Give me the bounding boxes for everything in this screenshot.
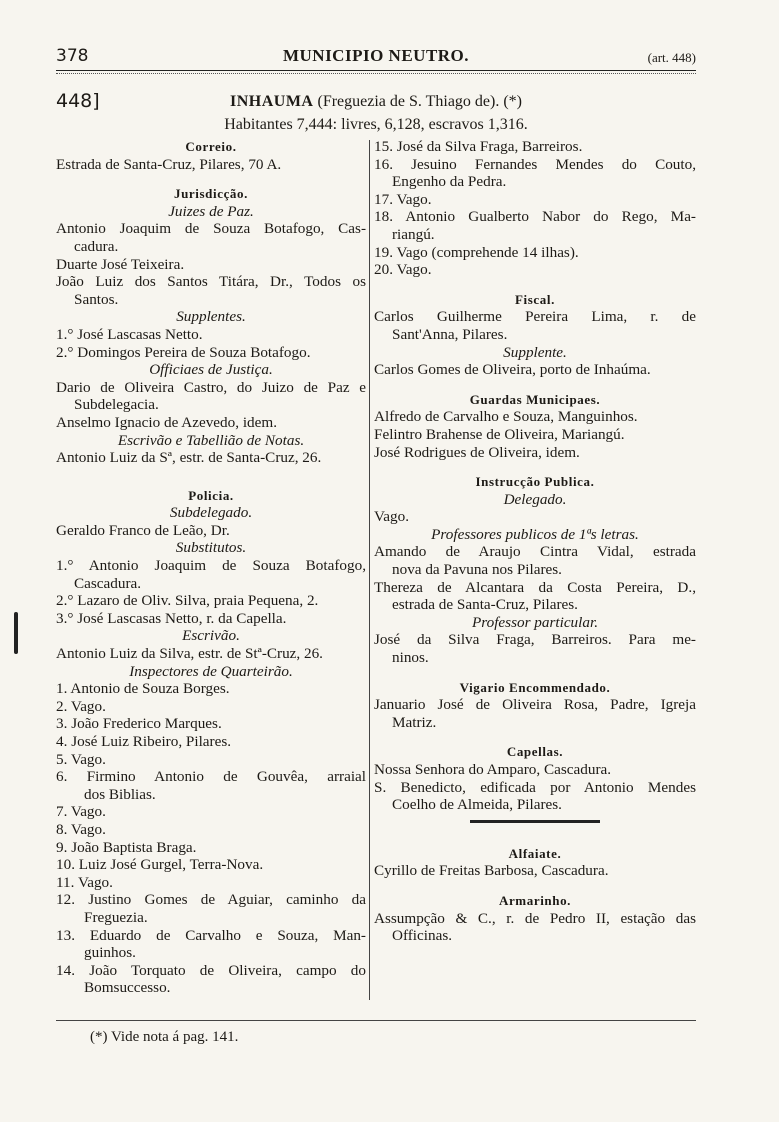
entry-continuation: cadura. [74,237,119,255]
spacer [374,379,696,391]
page-number: 378 [56,46,89,66]
entry-line: 4. José Luiz Ribeiro, Pilares. [56,733,232,750]
footnote-rule [56,1020,696,1021]
entry-line: 19. Vago (comprehende 14 ilhas). [374,243,579,261]
subsection-heading: Escrivão. [182,627,240,645]
section-heading: Fiscal. [515,291,555,307]
entry-line: 6. Firmino Antonio de Gouvêa, arraial [56,768,366,786]
entry-line: 2. Vago. [56,697,106,715]
entry-line: 17. Vago. [374,190,432,208]
entry-line: 8. Vago. [56,820,106,838]
entry-line: Vago. [374,508,410,526]
footnote: (*) Vide nota á pag. 141. [90,1029,239,1045]
article-number: 448] [56,90,100,112]
entry-continuation: dos Biblias. [84,785,156,803]
entry-continuation: Cascadura. [74,574,142,592]
entry-continuation: ninos. [392,649,429,667]
spacer [374,461,696,473]
entry-line: S. Benedicto, edificada por Antonio Mendes [374,778,696,796]
spacer [374,279,696,291]
entry-line: 18. Antonio Gualberto Nabor do Rego, Ma- [374,208,696,226]
entry-continuation: Subdelegacia. [74,396,159,414]
left-column [56,138,366,997]
population-line: Habitantes 7,444: livres, 6,128, escravos 1,316. [224,116,528,133]
running-title: MUNICIPIO NEUTRO. [282,46,470,65]
entry-continuation: estrada de Santa-Cruz, Pilares. [392,596,578,614]
entry-line: 3.° José Lascasas Netto, r. da Capella. [56,609,287,627]
section-heading: Policia. [188,487,234,503]
subsection-heading: Professor particular. [471,613,598,631]
entry-continuation: Santos. [74,290,119,308]
entry-continuation: guinhos. [84,944,136,962]
section-heading: Correio. [185,139,237,154]
entry-line: 1.° Antonio Joaquim de Souza Botafogo, [56,557,366,575]
subsection-heading: Substitutos. [175,539,247,557]
entry-line: 15. José da Silva Fraga, Barreiros. [374,138,583,155]
subsection-heading: Juizes de Paz. [168,202,254,220]
spacer [56,173,366,185]
entry-line: Januario José de Oliveira Rosa, Padre, Igreja [374,696,696,714]
spacer [374,731,696,743]
section-heading: Instrucção Publica. [475,474,595,490]
section-heading: Vigario Encommendado. [459,679,611,695]
entry-continuation: Sant'Anna, Pilares. [392,325,508,343]
entry-continuation: nova da Pavuna nos Pilares. [392,561,562,579]
entry-continuation: Engenho da Pedra. [392,173,507,191]
header-dotted-rule [56,73,696,74]
entry-line: 3. João Frederico Marques. [56,715,222,733]
entry-line: Cyrillo de Freitas Barbosa, Cascadura. [374,862,609,880]
subsection-heading: Officiaes de Justiça. [149,361,273,379]
entry-line: Duarte José Teixeira. [56,255,185,273]
spacer [56,467,366,487]
entry-line: 7. Vago. [56,803,106,821]
entry-line: Thereza de Alcantara da Costa Pereira, D., [374,578,696,596]
entry-line: 14. João Torquato de Oliveira, campo do [56,961,366,979]
section-heading: Alfaiate. [508,845,562,861]
entry-line: José Rodrigues de Oliveira, idem. [374,443,580,461]
entry-line: Assumpção & C., r. de Pedro II, estação das [374,909,696,927]
entry-line: 2.° Lazaro de Oliv. Silva, praia Pequena, 2. [56,592,319,610]
entry-line: 12. Justino Gomes de Aguiar, caminho da [56,891,366,909]
entry-line: 11. Vago. [56,873,113,891]
entry-line: 5. Vago. [56,750,106,768]
running-header [56,46,696,70]
parish-name: (Freguezia de S. Thiago de). (*) [317,93,523,110]
entry-line: Dario de Oliveira Castro, do Juizo de Paz e [56,378,366,396]
entry-line: Alfredo de Carvalho e Souza, Manguinhos. [374,408,638,426]
subsection-heading: Supplente. [503,343,567,361]
entry-line: João Luiz dos Santos Titára, Dr., Todos os [56,273,366,291]
spacer [374,880,696,892]
subsection-heading: Subdelegado. [169,504,253,522]
entry-line: Carlos Gomes de Oliveira, porto de Inhaúma. [374,361,651,379]
subsection-heading: Inspectores de Quarteirão. [129,662,293,680]
subsection-heading: Professores publicos de 1ªs letras. [431,525,639,543]
entry-line: Anselmo Ignacio de Azevedo, idem. [56,413,277,431]
spacer [374,667,696,679]
entry-line: 13. Eduardo de Carvalho e Souza, Man- [56,926,366,944]
section-heading: Jurisdicção. [173,186,248,202]
entry-continuation: Bomsuccesso. [84,979,171,997]
entry-line: José da Silva Fraga, Barreiros. Para me- [374,631,696,649]
spacer [374,825,696,845]
entry-line: 20. Vago. [374,261,432,279]
entry-line: Antonio Luiz da Silva, estr. de Stª-Cruz, 26. [56,645,323,663]
section-heading: Armarinho. [498,892,572,908]
entry-continuation: Matriz. [392,713,437,731]
right-column [374,138,696,945]
subsection-heading: Supplentes. [176,308,246,326]
entry-line: 2.° Domingos Pereira de Souza Botafogo. [56,343,311,361]
entry-continuation: Coelho de Almeida, Pilares. [392,796,562,814]
subsection-heading: Escrivão e Tabellião de Notas. [117,431,305,449]
entry-line: Carlos Guilherme Pereira Lima, r. de [374,308,696,326]
entry-line: 16. Jesuino Fernandes Mendes do Couto, [374,155,696,173]
section-heading: Capellas. [506,744,564,760]
entry-line: Nossa Senhora do Amparo, Cascadura. [374,761,612,778]
entry-line: 1. Antonio de Souza Borges. [56,680,230,698]
entry-line: Antonio Joaquim de Souza Botafogo, Cas- [56,220,366,238]
entry-line: Felintro Brahense de Oliveira, Mariangú. [374,425,625,443]
section-rule [470,820,600,823]
entry-continuation: riangú. [392,225,435,243]
entry-line: Amando de Araujo Cintra Vidal, estrada [374,543,696,561]
header-rule [56,70,696,71]
margin-mark [14,612,18,654]
entry-line: Antonio Luiz da Sª, estr. de Santa-Cruz, 26. [56,449,322,467]
entry-line: 9. João Baptista Braga. [56,838,197,856]
entry-line: Geraldo Franco de Leão, Dr. [56,521,230,539]
entry-line: 10. Luiz José Gurgel, Terra-Nova. [56,856,264,874]
entry-continuation: Officinas. [392,927,453,945]
entry-line: 1.° José Lascasas Netto. [56,325,203,343]
entry-line: Estrada de Santa-Cruz, Pilares, 70 A. [56,155,282,173]
article-reference: (art. 448) [647,50,696,65]
place-name: INHAUMA [229,93,314,110]
subsection-heading: Delegado. [503,490,567,508]
entry-continuation: Freguezia. [84,908,148,926]
column-divider [369,140,370,1000]
section-heading [56,93,696,111]
section-heading: Guardas Municipaes. [469,391,601,407]
